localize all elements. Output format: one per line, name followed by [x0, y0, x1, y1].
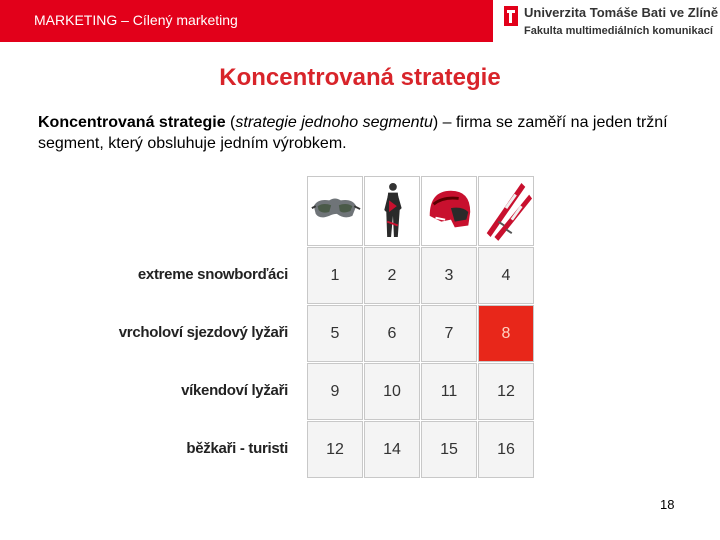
segment-label: víkendoví lyžaři [181, 382, 288, 399]
goggles-icon [307, 176, 363, 246]
grid-cell: 6 [364, 305, 420, 362]
logo-university-name: Univerzita Tomáše Bati ve Zlíně [524, 5, 719, 20]
segment-label: běžkaři - turisti [186, 440, 288, 457]
header-title: MARKETING – Cílený marketing [34, 12, 238, 28]
logo-faculty-name: Fakulta multimediálních komunikací [524, 25, 713, 37]
segment-label: extreme snowborďáci [137, 266, 288, 283]
university-logo [500, 4, 719, 44]
body-rest: ) – firma se zaměří na jeden tržní segment, který obsluhuje jedním výrobkem. [38, 114, 668, 152]
skis-icon [478, 176, 534, 246]
helmet-icon [421, 176, 477, 246]
ski-suit-icon [364, 176, 420, 246]
grid-cell: 12 [478, 363, 534, 420]
university-logo-icon [504, 6, 518, 26]
grid-cell: 7 [421, 305, 477, 362]
page-number: 18 [660, 497, 675, 512]
grid-cell: 10 [364, 363, 420, 420]
grid-cell: 4 [478, 247, 534, 304]
grid-cell: 16 [478, 421, 534, 478]
grid-cell: 3 [421, 247, 477, 304]
segment-product-grid [306, 176, 538, 480]
grid-cell: 5 [307, 305, 363, 362]
grid-cell: 14 [364, 421, 420, 478]
segment-label: vrcholoví sjezdový lyžaři [118, 324, 288, 341]
grid-cell: 1 [307, 247, 363, 304]
body-paren-open: ( [225, 114, 236, 131]
header-bar [0, 0, 493, 42]
grid-cell-highlighted: 8 [478, 305, 534, 362]
slide-title: Koncentrovaná strategie [219, 64, 501, 91]
body-italic-term: strategie jednoho segmentu [235, 114, 433, 131]
grid-cell: 12 [307, 421, 363, 478]
grid-cell: 15 [421, 421, 477, 478]
body-text [38, 112, 698, 154]
body-bold-term: Koncentrovaná strategie [38, 114, 226, 131]
grid-cell: 11 [421, 363, 477, 420]
grid-cell: 9 [307, 363, 363, 420]
grid-cell: 2 [364, 247, 420, 304]
